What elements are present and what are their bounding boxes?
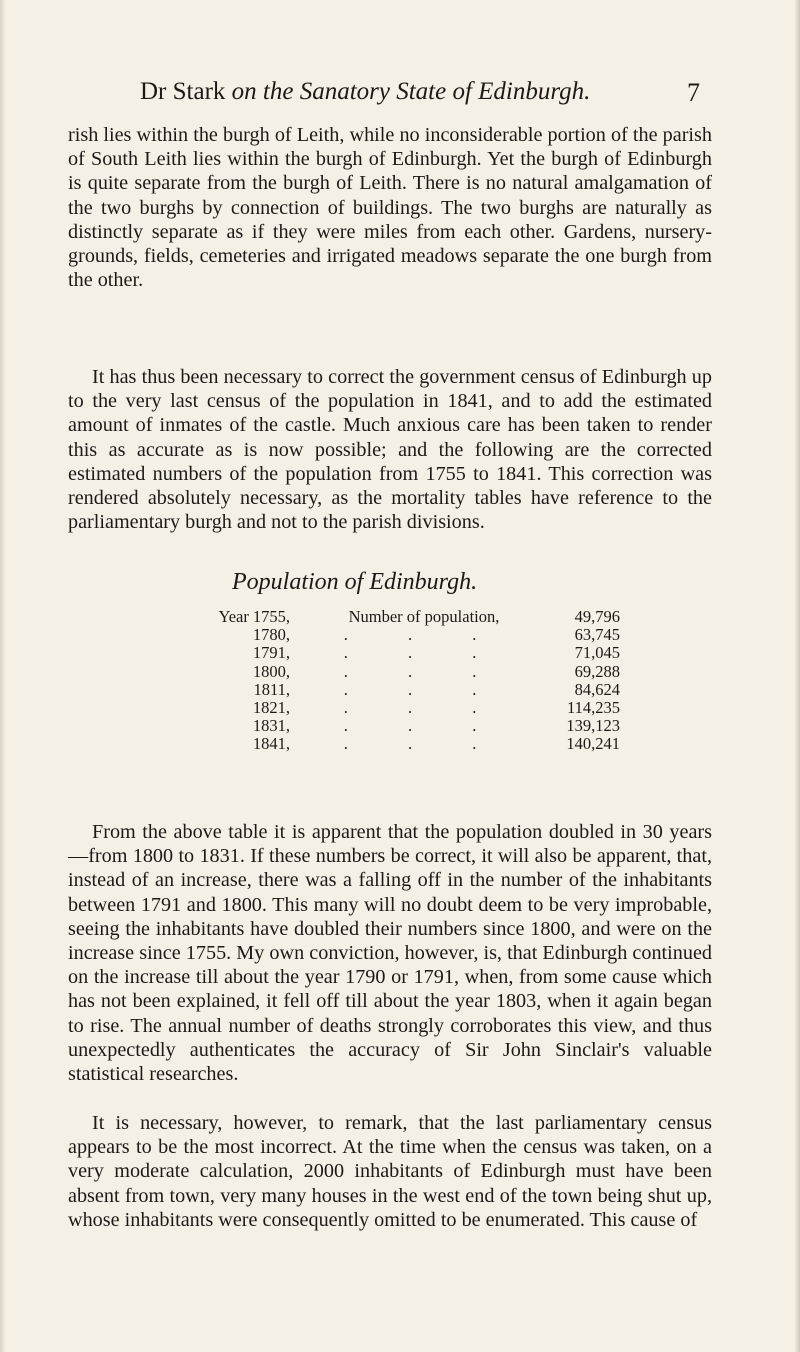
table-cell-value: 114,235 xyxy=(566,697,620,717)
table-row xyxy=(200,626,620,644)
paragraph-3-text: From the above table it is apparent that the population doubled in 30 years—from 1800 to 1831. If these numbers be correct, it will also be apparent, that, instead of an increase, there was a falling off in the number of the inhabitants between 1791 and 1800. This many will no doubt deem to be very improbable, seeing the inhabitants have doubled their numbers since 1800, and were on the increase since 1755. My own conviction, however, is, that Edinburgh continued on the increase till about the year 1790 or 1791, when, from some cause which has not been explained, it fell off till about the year 1803, when it again began to rise. The annual number of deaths strongly corroborates this view, and thus unexpectedly authenticates the accuracy of Sir John Sinclair's valuable statistical researches. xyxy=(68,821,712,1086)
table-cell-value: 69,288 xyxy=(574,661,620,681)
table-cell-value: 140,241 xyxy=(566,734,620,754)
table-cell-year: 1831, xyxy=(252,716,290,736)
leader-dots: . . . xyxy=(343,643,505,663)
leader-dots: . . . xyxy=(343,661,505,681)
paragraph-4 xyxy=(68,1111,712,1232)
paragraph-2-text: It has thus been necessary to correct the government census of Edinburgh up to the very last census of the population in 1841, and to add the estimated amount of inmates of the castle. Much anxious care has been taken to render this as accurate as is now possible; and the following are the corrected estimated numbers of the population from 1755 to 1841. This correction was rendered absolutely necessary, as the mortality tables have reference to the parliamentary burgh and not to the parish divisions. xyxy=(68,366,712,534)
table-row xyxy=(200,663,620,681)
table-cell-value: 49,796 xyxy=(574,607,620,626)
table-row xyxy=(200,608,620,626)
table-cell-year: 1791, xyxy=(252,643,290,663)
table-cell-year xyxy=(200,608,300,626)
year-value: 1755, xyxy=(252,607,290,626)
table-row xyxy=(200,644,620,662)
table-title: Population of Edinburgh. xyxy=(232,569,478,595)
table-cell-year: 1821, xyxy=(252,697,290,717)
table-row xyxy=(200,681,620,699)
paragraph-3 xyxy=(68,820,712,1086)
table-cell-year: 1800, xyxy=(252,661,290,681)
table-cell-year: 1811, xyxy=(253,679,290,699)
table-cell-value: 71,045 xyxy=(574,643,620,663)
paragraph-1 xyxy=(68,123,712,292)
leader-dots: . . . xyxy=(343,697,505,717)
page-number: 7 xyxy=(687,78,700,107)
table-cell-value: 84,624 xyxy=(574,679,620,699)
leader-dots: . . . xyxy=(343,716,505,736)
paragraph-1-text: rish lies within the burgh of Leith, while no inconsiderable portion of the parish of South Leith lies within the burgh of Edinburgh. Yet the burgh of Edinburgh is quite separate from the burgh of Leith. There is no natural amalgamation of the two burghs by connection of buildings. The two burghs are naturally as distinctly separate as if they were miles from each other. Gardens, nursery-grounds, fields, cemeteries and irrigated meadows separate the one burgh from the other. xyxy=(68,124,712,292)
leader-dots: . . . xyxy=(343,625,505,645)
table-row xyxy=(200,735,620,753)
paragraph-4-text: It is necessary, however, to remark, that the last parliamentary census appears to be the most incorrect. At the time when the census was taken, on a very moderate calculation, 2000 inhabitants of Edinburgh must have been absent from town, very many houses in the west end of the town being shut up, whose inhabitants were consequently omitted to be enumerated. This cause of xyxy=(68,1112,712,1231)
leader-dots: . . . xyxy=(343,679,505,699)
population-table xyxy=(200,608,620,754)
header-title xyxy=(140,78,590,106)
leader-dots: . . . xyxy=(343,734,505,754)
table-row xyxy=(200,717,620,735)
header-subtitle: on the Sanatory State of Edinburgh. xyxy=(231,78,591,105)
table-cell-value: 63,745 xyxy=(574,625,620,645)
table-cell-year: 1780, xyxy=(252,625,290,645)
page-edge-left xyxy=(0,0,6,1352)
year-prefix: Year xyxy=(218,607,249,626)
table-cell-year: 1841, xyxy=(252,734,290,754)
paragraph-2 xyxy=(68,365,712,534)
page-edge-right xyxy=(794,0,800,1352)
table-header-middle: Number of population, xyxy=(348,607,500,626)
running-header xyxy=(140,78,700,114)
table-row xyxy=(200,699,620,717)
table-cell-value: 139,123 xyxy=(566,716,620,736)
header-author: Dr Stark xyxy=(140,78,226,105)
